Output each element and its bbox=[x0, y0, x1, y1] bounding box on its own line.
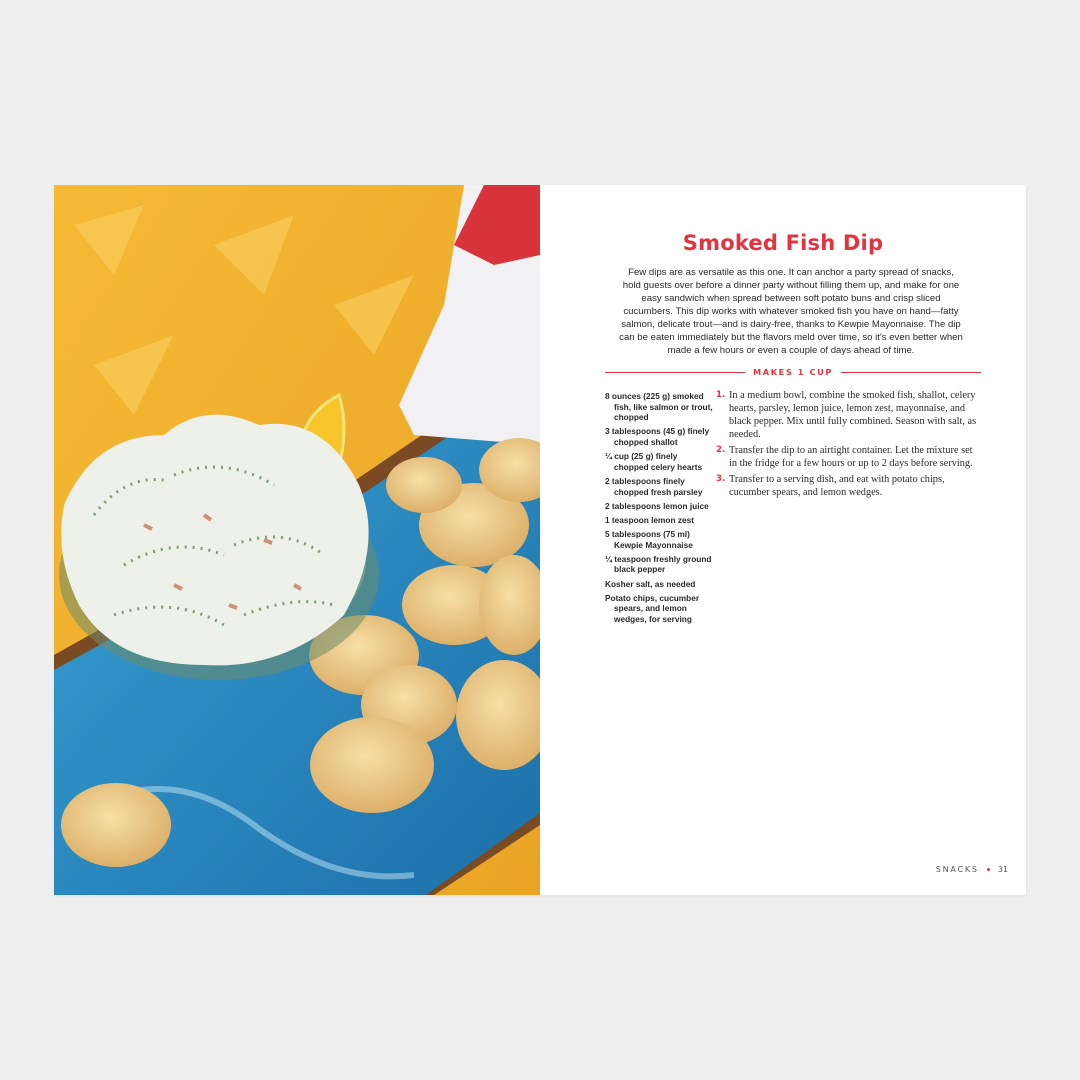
recipe-intro: Few dips are as versatile as this one. It can anchor a party spread of snacks, hold guests over before a dinner party without filling them up, and make for one easy sandwich when spread between soft potato buns and crisp sliced cucumbers. This dip works with whatever smoked fish you have on hand—fatty salmon, delicate trout—and is dairy-free, thanks to Kewpie Mayonnaise. The dip can be eaten immediately but the flavors meld over time, so it's even better when made a few hours or even a couple of days ahead of time. bbox=[619, 267, 963, 356]
ingredient-item: Potato chips, cucumber spears, and lemon wedges, for serving bbox=[605, 592, 700, 625]
book-spread bbox=[54, 185, 1026, 895]
ingredient-item: 2 tablespoons finely chopped fresh parsley bbox=[605, 475, 703, 497]
ingredient-list bbox=[605, 391, 713, 628]
yield-label: MAKES 1 CUP bbox=[753, 367, 833, 377]
ingredient-item: ¼ teaspoon freshly ground black pepper bbox=[605, 553, 712, 575]
bullet-dot-icon bbox=[987, 868, 990, 871]
page-number: 31 bbox=[997, 865, 1008, 874]
food-photo-illustration bbox=[54, 185, 540, 895]
step-number: 1. bbox=[716, 390, 726, 400]
yield-row bbox=[605, 365, 981, 379]
step-text: Transfer the dip to an airtight container. Let the mixture set in the fridge for a few hours or up to 2 days before serving. bbox=[729, 445, 973, 469]
yield-rule-left bbox=[605, 372, 745, 373]
step-text: In a medium bowl, combine the smoked fish, shallot, celery hearts, parsley, lemon juice, lemon zest, mayonnaise, and black pepper. Mix until fully combined. Season with salt, as needed. bbox=[729, 390, 977, 440]
step-text: Transfer to a serving dish, and eat with potato chips, cucumber spears, and lemon wedges. bbox=[729, 474, 945, 498]
ingredient-item: 5 tablespoons (75 ml) Kewpie Mayonnaise bbox=[605, 529, 693, 550]
ingredient-item: 8 ounces (225 g) smoked fish, like salmon or trout, chopped bbox=[605, 391, 713, 423]
method-steps bbox=[716, 389, 980, 502]
method-step bbox=[716, 473, 980, 499]
ingredient-item: 2 tablespoons lemon juice bbox=[605, 500, 709, 511]
page-footer bbox=[936, 865, 1008, 874]
ingredient-item: Kosher salt, as needed bbox=[605, 578, 696, 589]
ingredient-item: 3 tablespoons (45 g) finely chopped shallot bbox=[605, 426, 710, 447]
method-step bbox=[716, 389, 980, 441]
ingredient-item: ¼ cup (25 g) finely chopped celery hearts bbox=[605, 451, 703, 472]
step-number: 3. bbox=[716, 474, 726, 484]
yield-rule-right bbox=[841, 372, 981, 373]
section-name: SNACKS bbox=[935, 865, 979, 874]
step-number: 2. bbox=[716, 445, 726, 455]
glass-bowl bbox=[59, 415, 379, 680]
recipe-page bbox=[540, 185, 1026, 895]
photo-fish-dip bbox=[54, 185, 540, 895]
recipe-title: Smoked Fish Dip bbox=[682, 231, 884, 255]
ingredient-item: 1 teaspoon lemon zest bbox=[605, 514, 694, 525]
method-step bbox=[716, 444, 980, 470]
